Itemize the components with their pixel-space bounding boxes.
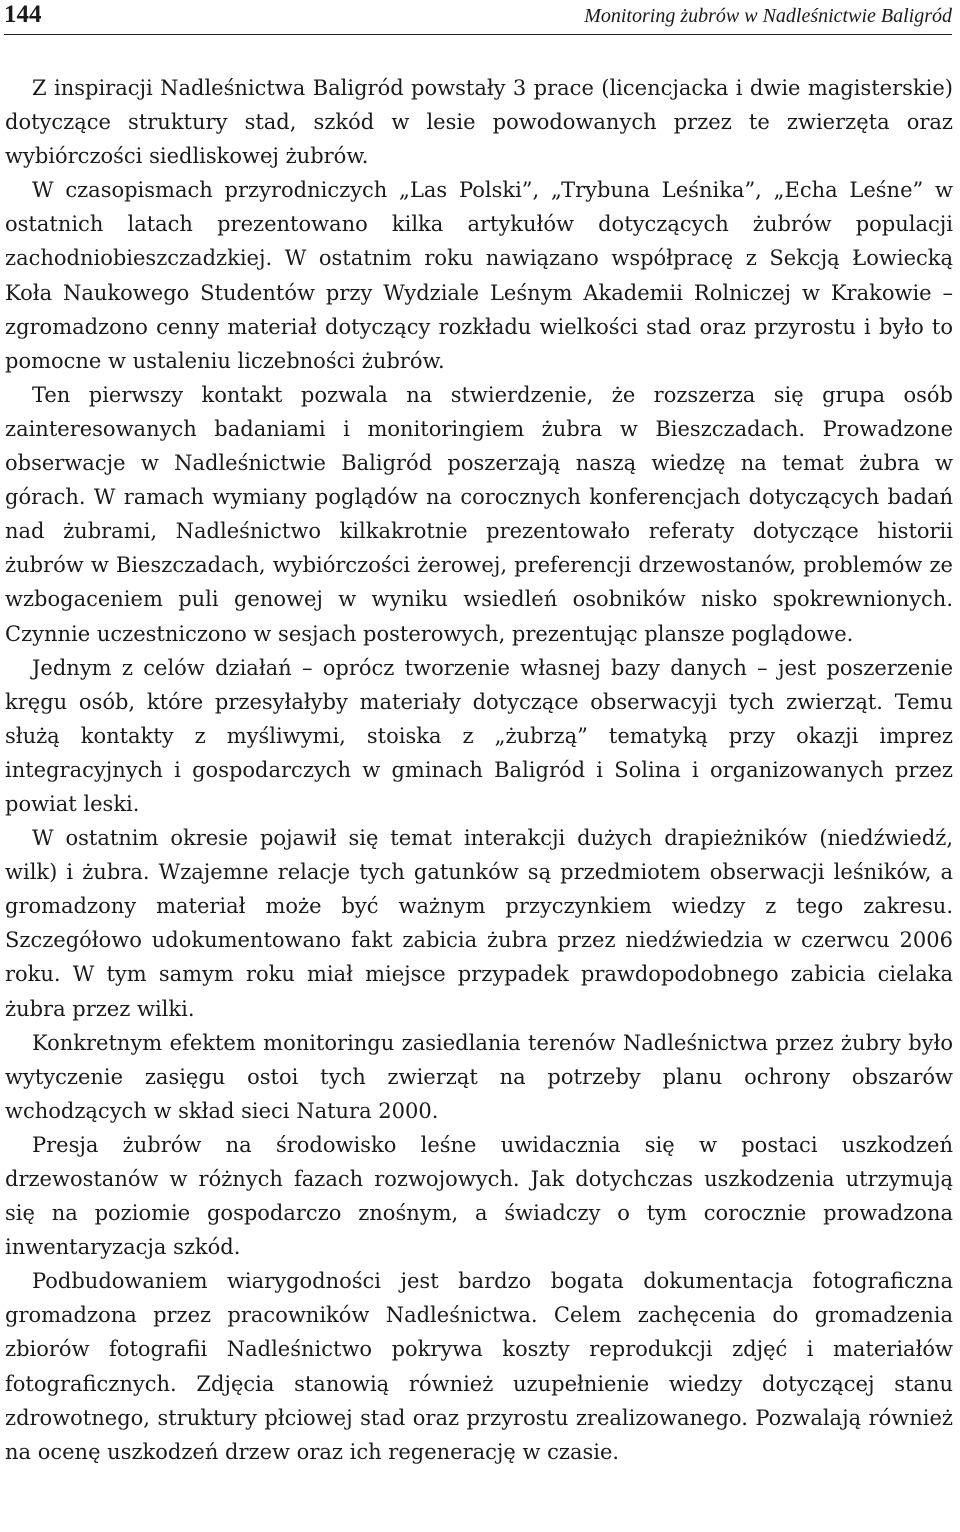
paragraph: Podbudowaniem wiarygodności jest bardzo bogata dokumentacja fotograficzna gromadzona przez pracowników Nadleśnictwa. Celem zachęcenia do gromadzenia zbiorów fotografii Nadleśnictwo pokrywa koszty reprodukcji zdjęć i materiałów fotograficznych. Zdjęcia stanowią również uzupełnienie wiedzy dotyczącej stanu zdrowotnego, struktury płciowej stad oraz przyrostu zrealizowanego. Pozwalają również na ocenę uszkodzeń drzew oraz ich regenerację w czasie. [5, 1269, 953, 1464]
paragraph: W czasopismach przyrodniczych „Las Polski”, „Trybuna Leśnika”, „Echa Leśne” w ostatnich latach prezentowano kilka artykułów dotyczących żubrów populacji zachodniobieszczadzkiej. W ostatnim roku nawiązano współpracę z Sekcją Łowiecką Koła Naukowego Studentów przy Wydziale Leśnym Akademii Rolniczej w Krakowie – zgromadzono cenny materiał dotyczący rozkładu wielkości stad oraz przyrostu i było to pomocne w ustaleniu liczebności żubrów. [5, 178, 953, 373]
paragraph: Konkretnym efektem monitoringu zasiedlania terenów Nadleśnictwa przez żubry było wytyczenie zasięgu ostoi tych zwierząt na potrzeby planu ochrony obszarów wchodzących w skład sieci Natura 2000. [5, 1030, 953, 1123]
page-number: 144 [4, 1, 42, 28]
paragraph: Presja żubrów na środowisko leśne uwidacznia się w postaci uszkodzeń drzewostanów w różnych fazach rozwojowych. Jak dotychczas uszkodzenia utrzymują się na poziomie gospodarczo znośnym, a świadczy o tym corocznie prowadzona inwentaryzacja szkód. [5, 1132, 953, 1260]
body-text [5, 71, 953, 1469]
paragraph: Z inspiracji Nadleśnictwa Baligród powstały 3 prace (licencjacka i dwie magisterskie) dotyczące struktury stad, szkód w lesie powodowanych przez te zwierzęta oraz wybiórczości siedliskowej żubrów. [5, 76, 953, 169]
running-head [4, 0, 952, 35]
paragraph: Ten pierwszy kontakt pozwala na stwierdzenie, że rozszerza się grupa osób zainteresowanych badaniami i monitoringiem żubra w Bieszczadach. Prowadzone obserwacje w Nadleśnictwie Baligród poszerzają naszą wiedzę na temat żubra w górach. W ramach wymiany poglądów na corocznych konferencjach dotyczących badań nad żubrami, Nadleśnictwo kilkakrotnie prezentowało referaty dotyczące historii żubrów w Bieszczadach, wybiórczości żerowej, preferencji drzewostanów, problemów ze wzbogaceniem puli genowej w wyniku wsiedleń osobników nisko spokrewnionych. Czynnie uczestniczono w sesjach posterowych, prezentując plansze poglądowe. [5, 382, 953, 646]
paragraph: Jednym z celów działań – oprócz tworzenie własnej bazy danych – jest poszerzenie kręgu osób, które przesyłałyby materiały dotyczące obserwacyji tych zwierząt. Temu służą kontakty z myśliwymi, stoiska z „żubrzą” tematyką przy okazji imprez integracyjnych i gospodarczych w gminach Baligród i Solina i organizowanych przez powiat leski. [5, 655, 953, 816]
paragraph: W ostatnim okresie pojawił się temat interakcji dużych drapieżników (niedźwiedź, wilk) i żubra. Wzajemne relacje tych gatunków są przedmiotem obserwacji leśników, a gromadzony materiał może być ważnym przyczynkiem wiedzy z tego zakresu. Szczegółowo udokumentowano fakt zabicia żubra przez niedźwiedzia w czerwcu 2006 roku. W tym samym roku miał miejsce przypadek prawdopodobnego zabicia cielaka żubra przez wilki. [5, 826, 953, 1021]
running-title: Monitoring żubrów w Nadleśnictwie Baligród [584, 5, 952, 27]
